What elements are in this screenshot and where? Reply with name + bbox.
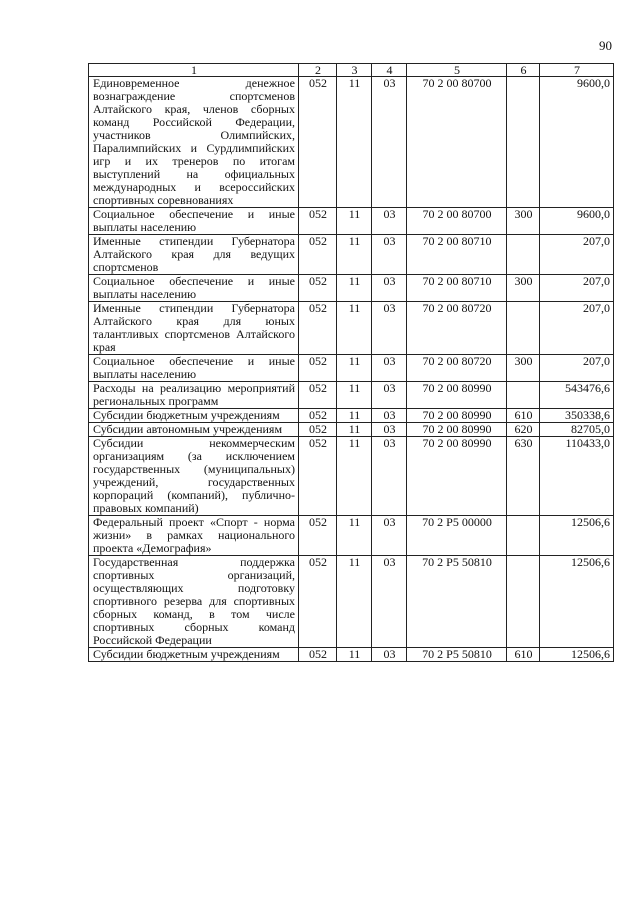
amount-cell: 82705,0 <box>540 423 614 437</box>
expense-type-cell <box>507 77 540 208</box>
table-row <box>89 302 614 355</box>
table-row <box>89 516 614 556</box>
expense-type-cell: 610 <box>507 409 540 423</box>
target-code-cell: 70 2 00 80700 <box>407 208 507 235</box>
target-code-cell: 70 2 00 80700 <box>407 77 507 208</box>
target-code-cell: 70 2 P5 50810 <box>407 648 507 662</box>
row-name-cell: Субсидии автономным учреждениям <box>89 423 299 437</box>
section-code-cell: 11 <box>337 355 372 382</box>
section-code-cell: 11 <box>337 235 372 275</box>
table-row <box>89 409 614 423</box>
table-row <box>89 355 614 382</box>
page-number: 90 <box>599 38 612 53</box>
target-code-cell: 70 2 00 80990 <box>407 437 507 516</box>
target-code-cell: 70 2 00 80990 <box>407 423 507 437</box>
ministry-code-cell: 052 <box>299 302 337 355</box>
ministry-code-cell: 052 <box>299 208 337 235</box>
row-name-cell: Социальное обеспечение и иные выплаты населению <box>89 275 299 302</box>
table-row <box>89 77 614 208</box>
section-code-cell: 11 <box>337 77 372 208</box>
subsection-code-cell: 03 <box>372 77 407 208</box>
column-header: 4 <box>372 64 407 77</box>
amount-cell: 207,0 <box>540 235 614 275</box>
ministry-code-cell: 052 <box>299 235 337 275</box>
column-header: 2 <box>299 64 337 77</box>
section-code-cell: 11 <box>337 302 372 355</box>
ministry-code-cell: 052 <box>299 382 337 409</box>
column-header: 1 <box>89 64 299 77</box>
ministry-code-cell: 052 <box>299 437 337 516</box>
amount-cell: 207,0 <box>540 275 614 302</box>
subsection-code-cell: 03 <box>372 648 407 662</box>
target-code-cell: 70 2 00 80990 <box>407 409 507 423</box>
subsection-code-cell: 03 <box>372 437 407 516</box>
row-name-cell: Социальное обеспечение и иные выплаты населению <box>89 208 299 235</box>
row-name-cell: Федеральный проект «Спорт - норма жизни» в рамках национального проекта «Демография» <box>89 516 299 556</box>
table-row <box>89 648 614 662</box>
section-code-cell: 11 <box>337 409 372 423</box>
column-header: 3 <box>337 64 372 77</box>
expense-type-cell: 300 <box>507 208 540 235</box>
table-row <box>89 235 614 275</box>
section-code-cell: 11 <box>337 437 372 516</box>
expense-type-cell <box>507 235 540 275</box>
table-row <box>89 208 614 235</box>
expense-type-cell: 300 <box>507 355 540 382</box>
target-code-cell: 70 2 P5 00000 <box>407 516 507 556</box>
row-name-cell: Именные стипендии Губернатора Алтайского края для юных талантливых спортсменов Алтайского края <box>89 302 299 355</box>
table-row <box>89 423 614 437</box>
row-name-cell: Социальное обеспечение и иные выплаты населению <box>89 355 299 382</box>
row-name-cell: Субсидии бюджетным учреждениям <box>89 409 299 423</box>
amount-cell: 543476,6 <box>540 382 614 409</box>
subsection-code-cell: 03 <box>372 355 407 382</box>
subsection-code-cell: 03 <box>372 423 407 437</box>
column-header: 7 <box>540 64 614 77</box>
amount-cell: 9600,0 <box>540 77 614 208</box>
subsection-code-cell: 03 <box>372 516 407 556</box>
target-code-cell: 70 2 P5 50810 <box>407 556 507 648</box>
row-name-cell: Государственная поддержка спортивных организаций, осуществляющих подготовку спортивного резерва для спортивных сборных команд, в том числе спортивных сборных команд Российской Федерации <box>89 556 299 648</box>
table-row <box>89 275 614 302</box>
expense-type-cell: 300 <box>507 275 540 302</box>
amount-cell: 12506,6 <box>540 648 614 662</box>
expense-type-cell: 610 <box>507 648 540 662</box>
expense-type-cell <box>507 302 540 355</box>
subsection-code-cell: 03 <box>372 208 407 235</box>
header-row <box>89 64 614 77</box>
row-name-cell: Расходы на реализацию мероприятий региональных программ <box>89 382 299 409</box>
section-code-cell: 11 <box>337 516 372 556</box>
section-code-cell: 11 <box>337 423 372 437</box>
expense-type-cell <box>507 382 540 409</box>
section-code-cell: 11 <box>337 275 372 302</box>
ministry-code-cell: 052 <box>299 355 337 382</box>
table-row <box>89 382 614 409</box>
expense-type-cell: 630 <box>507 437 540 516</box>
row-name-cell: Субсидии некоммерческим организациям (за исключением государственных (муниципальных) учреждений, государственных корпораций (компаний), публично-правовых компаний) <box>89 437 299 516</box>
target-code-cell: 70 2 00 80720 <box>407 302 507 355</box>
expense-type-cell: 620 <box>507 423 540 437</box>
row-name-cell: Субсидии бюджетным учреждениям <box>89 648 299 662</box>
amount-cell: 207,0 <box>540 355 614 382</box>
amount-cell: 110433,0 <box>540 437 614 516</box>
amount-cell: 350338,6 <box>540 409 614 423</box>
ministry-code-cell: 052 <box>299 409 337 423</box>
row-name-cell: Именные стипендии Губернатора Алтайского края для ведущих спортсменов <box>89 235 299 275</box>
section-code-cell: 11 <box>337 648 372 662</box>
ministry-code-cell: 052 <box>299 77 337 208</box>
ministry-code-cell: 052 <box>299 275 337 302</box>
target-code-cell: 70 2 00 80710 <box>407 275 507 302</box>
ministry-code-cell: 052 <box>299 516 337 556</box>
ministry-code-cell: 052 <box>299 556 337 648</box>
subsection-code-cell: 03 <box>372 382 407 409</box>
subsection-code-cell: 03 <box>372 235 407 275</box>
target-code-cell: 70 2 00 80710 <box>407 235 507 275</box>
subsection-code-cell: 03 <box>372 275 407 302</box>
column-header: 6 <box>507 64 540 77</box>
subsection-code-cell: 03 <box>372 302 407 355</box>
section-code-cell: 11 <box>337 208 372 235</box>
column-header: 5 <box>407 64 507 77</box>
amount-cell: 12506,6 <box>540 516 614 556</box>
amount-cell: 12506,6 <box>540 556 614 648</box>
target-code-cell: 70 2 00 80720 <box>407 355 507 382</box>
ministry-code-cell: 052 <box>299 648 337 662</box>
ministry-code-cell: 052 <box>299 423 337 437</box>
section-code-cell: 11 <box>337 556 372 648</box>
amount-cell: 9600,0 <box>540 208 614 235</box>
expense-type-cell <box>507 516 540 556</box>
budget-table <box>88 63 614 662</box>
subsection-code-cell: 03 <box>372 409 407 423</box>
amount-cell: 207,0 <box>540 302 614 355</box>
expense-type-cell <box>507 556 540 648</box>
target-code-cell: 70 2 00 80990 <box>407 382 507 409</box>
section-code-cell: 11 <box>337 382 372 409</box>
table-row <box>89 437 614 516</box>
subsection-code-cell: 03 <box>372 556 407 648</box>
row-name-cell: Единовременное денежное вознаграждение спортсменов Алтайского края, членов сборных команд Российской Федерации, участников Олимпийских, Паралимпийских и Сурдлимпийских игр и их тренеров по итогам выступлений на официальных международных и всероссийских спортивных соревнованиях <box>89 77 299 208</box>
table-row <box>89 556 614 648</box>
